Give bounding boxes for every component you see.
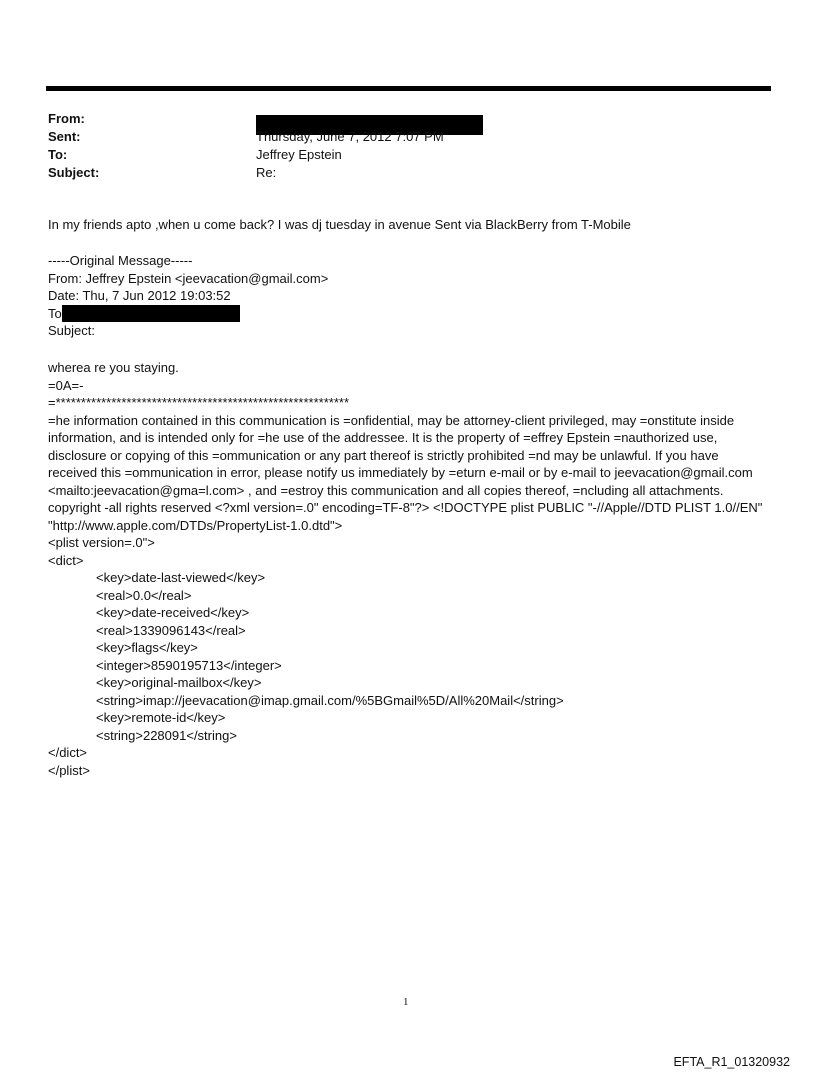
plist-entry: <key>date-last-viewed</key>	[96, 570, 266, 585]
to-label: To:	[48, 147, 68, 162]
sent-label: Sent:	[48, 129, 81, 144]
original-to-redaction	[62, 305, 240, 322]
subject-label: Subject:	[48, 165, 100, 180]
body-line-1: wherea re you staying.	[48, 360, 179, 375]
message-text: In my friends apto ,when u come back? I was dj tuesday in avenue Sent via BlackBerry from T-Mobile	[48, 217, 631, 232]
dict-close: </dict>	[48, 745, 88, 760]
message-body	[48, 359, 766, 779]
dict-open: <dict>	[48, 552, 84, 568]
plist-entry: <string>228091</string>	[96, 727, 237, 743]
original-date: Date: Thu, 7 Jun 2012 19:03:52	[48, 288, 231, 303]
plist-entry: <key>date-received</key>	[96, 605, 250, 620]
plist-close: </plist>	[48, 762, 90, 778]
plist-entry: <integer>8590195713</integer>	[96, 657, 282, 673]
disclaimer: =he information contained in this communication is =onfidential, may be attorney-client privileged, may =onstitute inside information, and is intended only for =he use of the addressee. It is the property of =effrey Epstein =nauthorized use, disclosure or copying of this =ommunication or any part thereof is strictly prohibited =nd may be unlawful. If you have received this =ommunication in error, please notify us immediately by =eturn e-mail or by e-mail to jeevacation@gmail.com <mailto:jeevacation@gma=l.com> , and =estroy this communication and all copies thereof, =ncluding all attachments. copyright -all rights reserved <?xml version=.0" encoding=TF-8"?> <!DOCTYPE plist PUBLIC "-//Apple//DTD PLIST 1.0//EN" "http://www.apple.com/DTDs/PropertyList-1.0.dtd">	[48, 412, 763, 533]
to-value: Jeffrey Epstein	[256, 147, 342, 162]
original-from: From: Jeffrey Epstein <jeevacation@gmail.com>	[48, 270, 329, 286]
plist-entry: <real>0.0</real>	[96, 587, 192, 603]
plist-entry: <string>imap://jeevacation@imap.gmail.com/%5BGmail%5D/All%20Mail</string>	[96, 692, 564, 708]
plist-entry: <key>flags</key>	[96, 640, 198, 655]
header-rule	[46, 86, 771, 91]
plist-entry: <key>original-mailbox</key>	[96, 675, 262, 690]
plist-entry: <key>remote-id</key>	[96, 710, 226, 725]
plist-entry: <real>1339096143</real>	[96, 622, 246, 638]
bates-number: EFTA_R1_01320932	[673, 1055, 790, 1069]
page-number: 1	[403, 996, 409, 1008]
subject-value: Re:	[256, 165, 277, 180]
from-label: From:	[48, 111, 85, 126]
original-to-prefix: To	[48, 305, 62, 321]
plist-open: <plist version=.0">	[48, 535, 155, 550]
body-line-2: =0A=-	[48, 377, 84, 393]
original-message	[48, 252, 766, 340]
original-divider: -----Original Message-----	[48, 253, 193, 268]
body-line-3: =**********************************************************	[48, 395, 350, 410]
sent-value: Thursday, June 7, 2012 7:07 PM	[256, 129, 444, 144]
original-subject: Subject:	[48, 323, 95, 338]
original-to	[48, 305, 766, 323]
